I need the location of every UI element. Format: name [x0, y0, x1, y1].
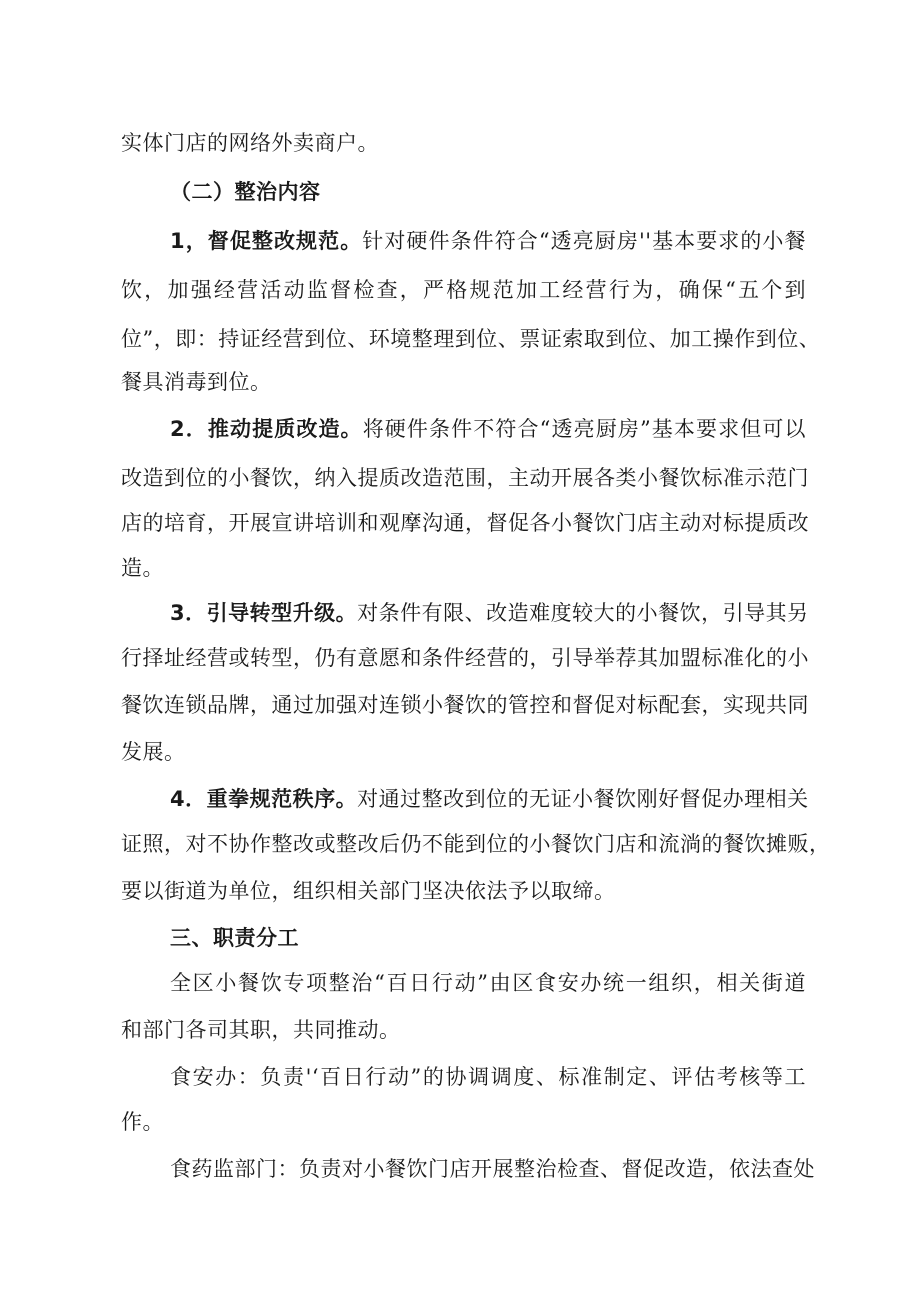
item-heading: ．引导转型升级。: [185, 601, 358, 625]
item-number: 3: [170, 601, 186, 625]
item-text: 针对硬件条件符合“透亮厨房''基本要求的小餐: [362, 229, 807, 253]
item-number: 1: [170, 229, 186, 253]
paragraph-line: 餐饮连锁品牌，通过加强对连锁小餐饮的管控和督促对标配套，实现共同: [121, 693, 809, 717]
item-3-line: [170, 598, 809, 628]
paragraph-line: 造。: [121, 556, 164, 580]
section-heading-content: （二）整治内容: [170, 180, 321, 204]
paragraph-line: 店的培育，开展宣讲培训和观摩沟通，督促各小餐饮门店主动对标提质改: [121, 511, 809, 535]
paragraph-line: 食药监部门：负责对小餐饮门店开展整治检查、督促改造，依法查处: [170, 1157, 815, 1181]
paragraph-line: 要以街道为单位，组织相关部门坚决依法予以取缔。: [121, 879, 616, 903]
paragraph-line: 食安办：负责'‘百日行动”的协调调度、标准制定、评估考核等工: [170, 1065, 806, 1089]
item-number: 2: [170, 417, 186, 441]
paragraph-line: 改造到位的小餐饮，纳入提质改造范围，主动开展各类小餐饮标准示范门: [121, 466, 809, 490]
item-text: 对通过整改到位的无证小餐饮刚好督促办理相关: [357, 787, 809, 811]
paragraph-line: 作。: [121, 1110, 164, 1134]
item-4-line: [170, 784, 809, 814]
paragraph-line: 餐具消毒到位。: [121, 370, 272, 394]
paragraph-line: 位”，即：持证经营到位、环境整理到位、票证索取到位、加工操作到位、: [121, 327, 821, 351]
item-heading: ．重拳规范秩序。: [185, 787, 358, 811]
item-text: 对条件有限、改造难度较大的小餐饮，引导其另: [357, 601, 809, 625]
section-heading-duties: 三、职责分工: [170, 926, 299, 950]
item-2-line: [170, 414, 806, 444]
paragraph-line: 实体门店的网络外卖商户。: [121, 131, 379, 155]
paragraph-line: 饮，加强经营活动监督检查，严格规范加工经营行为，确保“五个到: [121, 278, 806, 302]
item-number: 4: [170, 787, 186, 811]
paragraph-line: 和部门各司其职，共同推动。: [121, 1018, 401, 1042]
paragraph-line: 行择址经营或转型，仍有意愿和条件经营的，引导举荐其加盟标准化的小: [121, 646, 809, 670]
paragraph-line: 全区小餐饮专项整治“百日行动”由区食安办统一组织，相关街道: [170, 971, 806, 995]
paragraph-line: 证照，对不协作整改或整改后仍不能到位的小餐饮门店和流淌的餐饮摊贩，: [121, 832, 831, 856]
item-heading: ，督促整改规范。: [185, 229, 363, 253]
paragraph-line: 发展。: [121, 740, 186, 764]
item-text: 将硬件条件不符合“透亮厨房”基本要求但可以: [362, 417, 806, 441]
item-heading: ．推动提质改造。: [185, 417, 363, 441]
item-1-line: [170, 226, 806, 256]
